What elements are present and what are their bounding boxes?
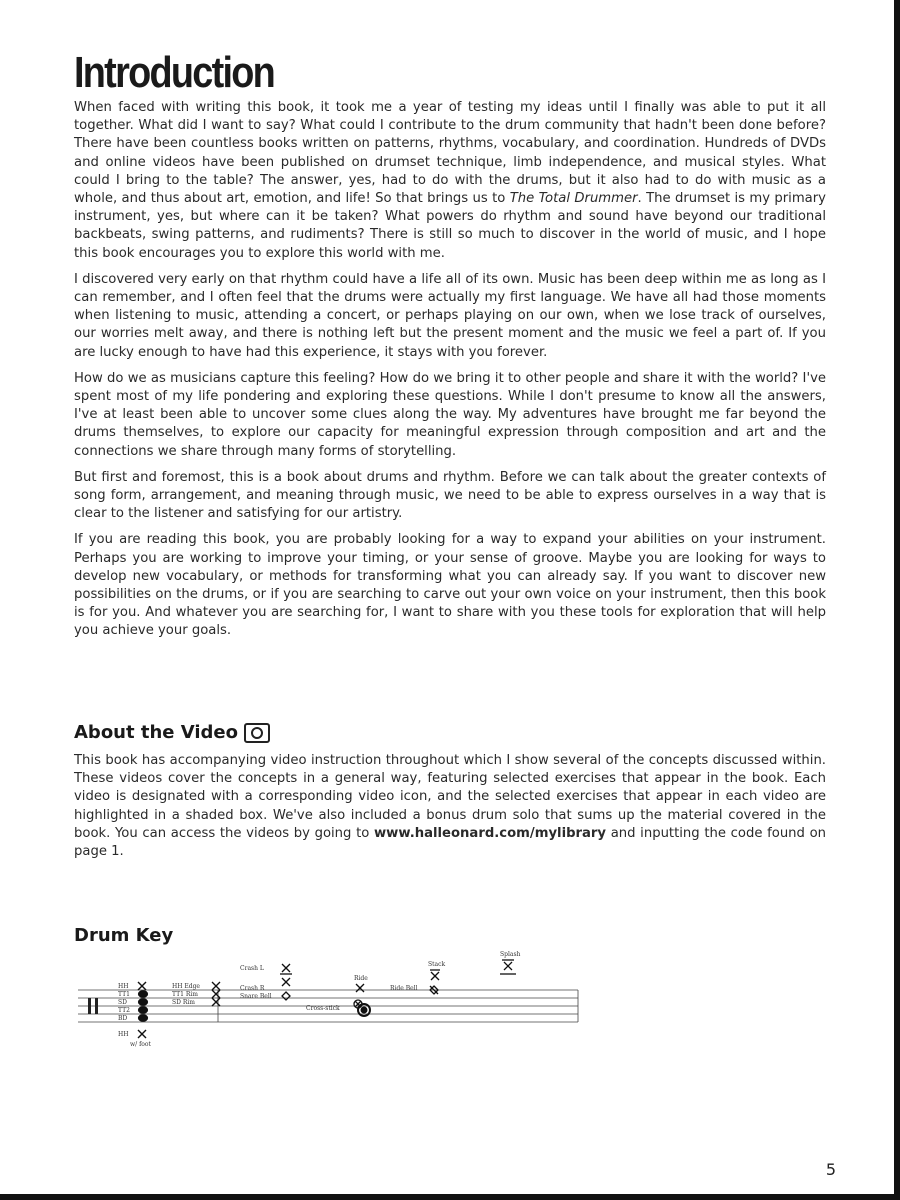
intro-p1-end: . The drumset is my primary instrument, yes, but where can it be taken? What powers do rhythm and sound have beyond our traditional backbeats, swing patterns, and rudiments? There is still so much to discover in the world of music, and I hope this book encourages you to explore this world with me.: [74, 191, 826, 261]
intro-p1-start: When faced with writing this book, it took me a year of testing my ideas until I finally was able to put it all together. What did I want to say? What could I contribute to the drum community that hadn't been done before? There have been countless books written on patterns, rhythms, vocabulary, and coordination. Hundreds of DVDs and online videos have been published on drumset technique, limb independence, and musical styles. What could I bring to the table? The answer, yes, had to do with the drums, but it also had to do with music as a whole, and thus about art, emotion, and life! So that brings us to: [74, 100, 826, 207]
label-hh-edge: HH Edge: [172, 983, 200, 990]
label-ride-bell: Ride Bell: [390, 985, 418, 992]
video-icon: [244, 723, 270, 743]
video-text-end: and inputting the code found on page 1.: [74, 825, 826, 860]
label-hh: HH: [118, 983, 129, 990]
label-bd: BD: [118, 1015, 128, 1022]
intro-paragraph-3: How do we as musicians capture this feeling? How do we bring it to other people and share it with the world? I've spent most of my life pondering and exploring these questions. While I don't presume to know all the answers, I've at least been able to uncover some clues along the way. My adventures have brought me far beyond the drums themselves, to explore our capacity for meaningful expression through composition and art and the connections we share through many forms of storytelling.: [74, 370, 826, 459]
drum-key-heading: Drum Key: [74, 925, 174, 946]
about-video-heading: [74, 722, 270, 743]
label-ride: Ride: [354, 975, 368, 982]
label-crash-r: Crash R: [240, 985, 265, 992]
intro-paragraph-2: I discovered very early on that rhythm could have a life all of its own. Music has been deep within me as long as I can remember, and I often feel that the drums were actually my first language. We have all had those moments when listening to music, attending a concert, or perhaps playing on our own, when we lose track of ourselves, our worries melt away, and there is nothing left but the present moment and the music we feel a part of. If you are lucky enough to have had this experience, it stays with you forever.: [74, 271, 826, 360]
stack-notehead: [430, 970, 440, 980]
label-tt1-rim: TT1 Rim: [172, 991, 198, 998]
label-sd: SD: [118, 999, 127, 1006]
intro-paragraph-1: [74, 99, 826, 263]
bottom-edge-rule: [0, 1194, 900, 1200]
drum-key-notation: [74, 950, 594, 1060]
label-snare-bell: Snare Bell: [240, 993, 272, 1000]
label-crash-l: Crash L: [240, 965, 264, 972]
right-edge-rule: [894, 0, 900, 1200]
splash-notehead: [500, 960, 516, 974]
about-video-body: [74, 752, 826, 869]
left-noteheads: [138, 982, 148, 1038]
book-title-italic: The Total Drummer: [509, 191, 638, 207]
crash-noteheads: [280, 964, 292, 1000]
library-link[interactable]: www.halleonard.com/mylibrary: [373, 825, 607, 841]
label-tt2: TT2: [118, 1007, 130, 1014]
label-with-foot: w/ foot: [130, 1041, 151, 1048]
label-cross-stick: Cross-stick: [306, 1005, 340, 1012]
page-title: Introduction: [74, 48, 275, 97]
page-number: 5: [825, 1160, 836, 1179]
intro-paragraph-4: But first and foremost, this is a book about drums and rhythm. Before we can talk about the greater contexts of song form, arrangement, and meaning through music, we need to be able to express ourselves in a way that is clear to the listener and satisfying for our artistry.: [74, 469, 826, 522]
video-paragraph: [74, 752, 826, 861]
label-tt1: TT1: [118, 991, 130, 998]
ride-notehead: [356, 984, 364, 992]
label-sd-rim: SD Rim: [172, 999, 195, 1006]
label-hh-foot: HH: [118, 1031, 129, 1038]
intro-paragraph-5: If you are reading this book, you are probably looking for a way to expand your abilities on your instrument. Perhaps you are working to improve your timing, or your sense of groove. Maybe you are looking for ways to develop new vocabulary, or methods for transforming what you can already say. If you want to discover new possibilities on the drums, or if you are searching to carve out your own voice on your instrument, then this book is for you. And whatever you are searching for, I want to share with you these tools for exploration that will help you achieve your goals.: [74, 532, 826, 639]
about-video-heading-text: About the Video: [74, 722, 239, 743]
label-stack: Stack: [428, 961, 446, 968]
rim-noteheads: [212, 982, 220, 1006]
label-splash: Splash: [500, 951, 521, 958]
introduction-body: [74, 99, 826, 649]
video-text-start: This book has accompanying video instruction throughout which I show several of the concepts discussed within. These videos cover the concepts in a general way, featuring selected exercises that appear in the book. Each video is designated with a corresponding video icon, and the selected exercises that appear in each video are highlighted in a shaded box. We've also included a bonus drum solo that sums up the material covered in the book. You can access the videos by going to: [74, 753, 826, 841]
